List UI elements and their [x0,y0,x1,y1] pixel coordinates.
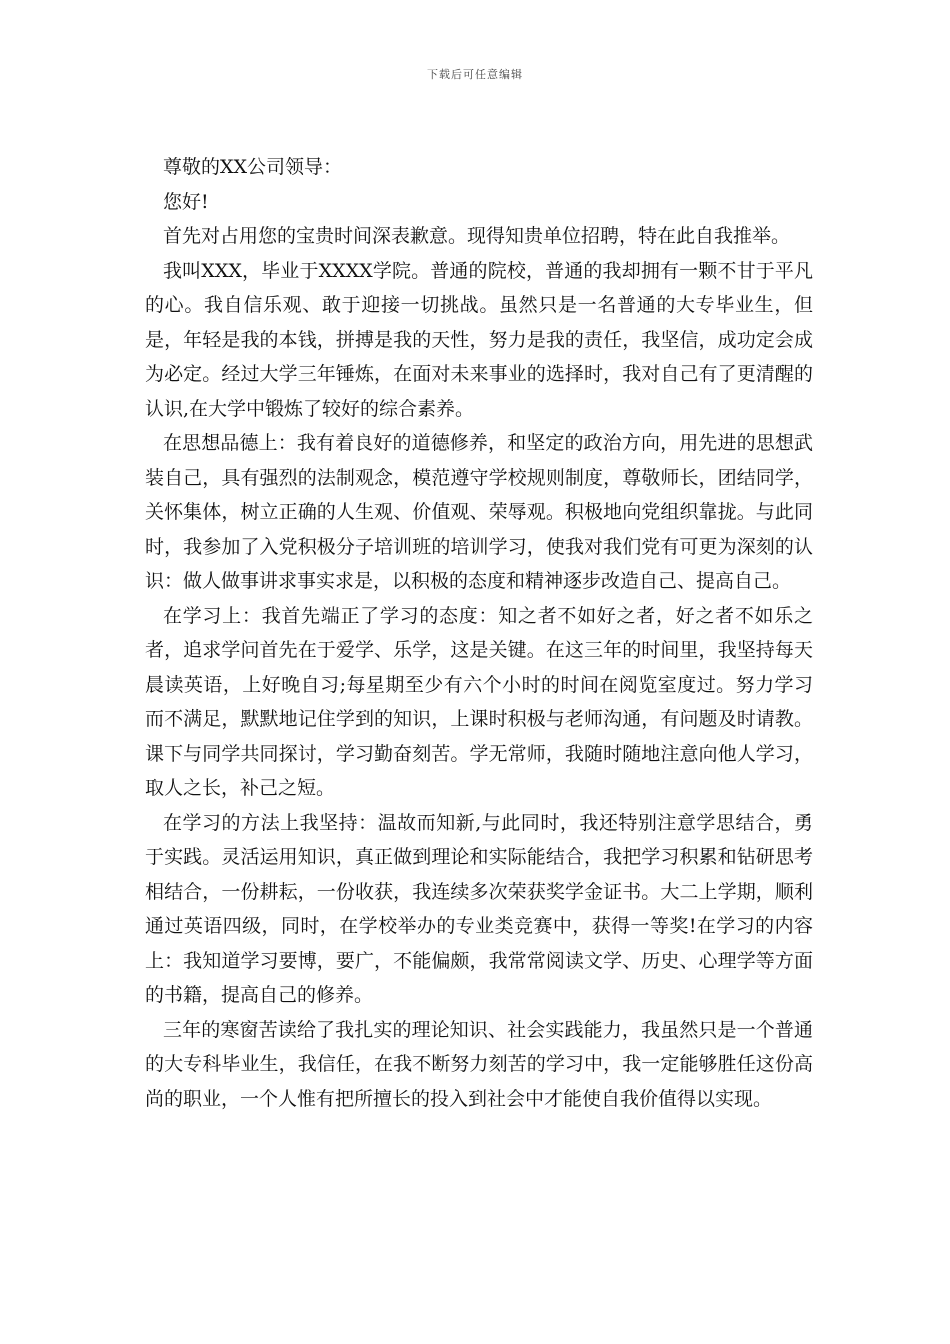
paragraph-conclusion: 三年的寒窗苦读给了我扎实的理论知识、社会实践能力，我虽然只是一个普通的大专科毕业生，我信任，在我不断努力刻苦的学习中，我一定能够胜任这份高尚的职业，一个人惟有把所擅长的投入到社会中才能使自我价值得以实现。 [145,1018,813,1110]
salutation: 尊敬的XX公司领导： [163,156,343,178]
page-header-note: 下载后可任意编辑 [427,68,523,81]
paragraph-apology: 首先对占用您的宝贵时间深表歉意。现得知贵单位招聘，特在此自我推举。 [163,225,791,247]
paragraph-moral-character: 在思想品德上：我有着良好的道德修养，和坚定的政治方向，用先进的思想武装自己，具有强烈的法制观念，模范遵守学校规则制度，尊敬师长，团结同学，关怀集体，树立正确的人生观、价值观、荣辱观。积极地向党组织靠拢。与此同时，我参加了入党积极分子培训班的培训学习，使我对我们党有可更为深刻的认识：做人做事讲求事实求是，以积极的态度和精神逐步改造自己、提高自己。 [145,432,813,592]
greeting: 您好! [163,190,209,213]
paragraph-study-method: 在学习的方法上我坚持：温故而知新,与此同时，我还特别注意学思结合，勇于实践。灵活运用知识，真正做到理论和实际能结合，我把学习积累和钻研思考相结合，一份耕耘，一份收获，我连续多次荣获奖学金证书。大二上学期，顺利通过英语四级，同时，在学校举办的专业类竞赛中，获得一等奖!在学习的内容上：我知道学习要博，要广，不能偏颇，我常常阅读文学、历史、心理学等方面的书籍，提高自己的修养。 [145,811,813,1006]
paragraph-study-attitude: 在学习上：我首先端正了学习的态度：知之者不如好之者，好之者不如乐之者，追求学问首先在于爱学、乐学，这是关键。在这三年的时间里，我坚持每天晨读英语，上好晚自习;每星期至少有六个小时的时间在阅览室度过。努力学习而不满足，默默地记住学到的知识，上课时积极与老师沟通，有问题及时请教。课下与同学共同探讨，学习勤奋刻苦。学无常师，我随时随地注意向他人学习，取人之长，补己之短。 [145,604,813,799]
paragraph-introduction: 我叫XXX，毕业于XXXX学院。普通的院校，普通的我却拥有一颗不甘于平凡的心。我自信乐观、敢于迎接一切挑战。虽然只是一名普通的大专毕业生，但是，年轻是我的本钱，拼搏是我的天性，努力是我的责任，我坚信，成功定会成为必定。经过大学三年锤炼，在面对未来事业的选择时，我对自己有了更清醒的认识,在大学中锻炼了较好的综合素养。 [145,259,813,420]
letter-body [145,150,813,1116]
